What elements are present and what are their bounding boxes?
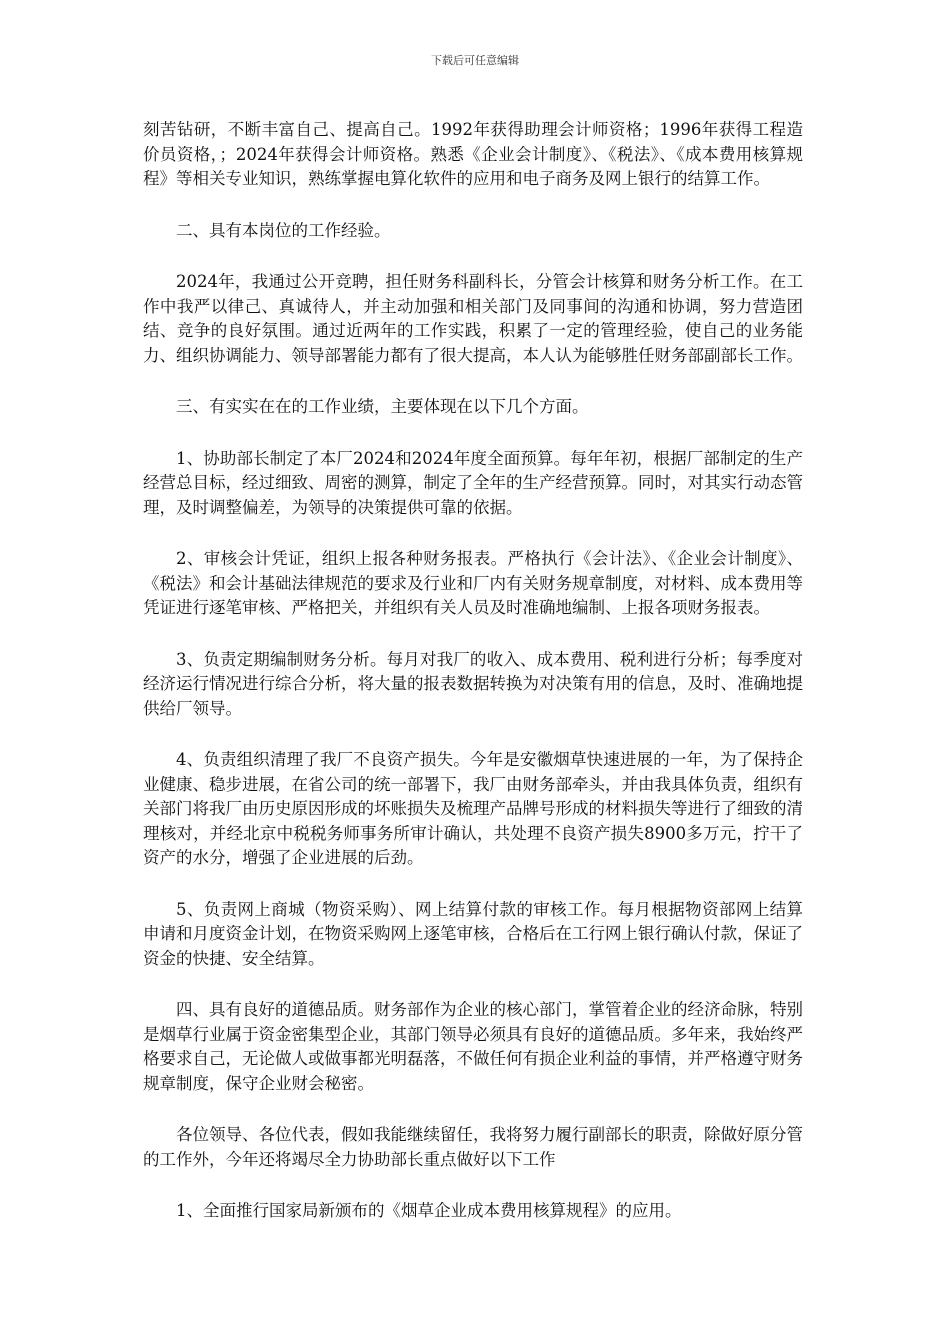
paragraph-work-experience: 2024年，我通过公开竞聘，担任财务科副科长，分管会计核算和财务分析工作。在工作中我严以律己、真诚待人，并主动加强和相关部门及同事间的沟通和协调，努力营造团结、竞争的良好氛围。通过近两年的工作实践，积累了一定的管理经验，使自己的业务能力、组织协调能力、领导部署能力都有了很大提高，本人认为能够胜任财务部副部长工作。 [143,272,803,365]
document-body [143,118,803,1251]
paragraph-item-budget: 1、协助部长制定了本厂2024和2024年度全面预算。每年年初，根据厂部制定的生产经营总目标，经过细致、周密的测算，制定了全年的生产经营预算。同时，对其实行动态管理，及时调整偏差，为领导的决策提供可靠的依据。 [143,448,803,517]
paragraph-item-bad-assets: 4、负责组织清理了我厂不良资产损失。今年是安徽烟草快速进展的一年，为了保持企业健康、稳步进展，在省公司的统一部署下，我厂由财务部牵头，并由我具体负责，组织有关部门将我厂由历史原因形成的坏账损失及梳理产品牌号形成的材料损失等进行了细致的清理核对，并经北京中税税务师事务所审计确认，共处理不良资产损失8900多万元，拧干了资产的水分，增强了企业进展的后劲。 [143,750,803,867]
paragraph-future-item-one: 1、全面推行国家局新颁布的《烟草企业成本费用核算规程》的应用。 [176,1201,682,1220]
paragraph-future-commitment: 各位领导、各位代表，假如我能继续留任，我将努力履行副部长的职责，除做好原分管的工作外，今年还将竭尽全力协助部长重点做好以下工作 [143,1125,803,1169]
paragraph-item-online-payment: 5、负责网上商城（物资采购）、网上结算付款的审核工作。每月根据物资部网上结算申请和月度资金计划，在物资采购网上逐笔审核，合格后在工行网上银行确认付款，保证了资金的快捷、安全结算。 [143,899,803,968]
paragraph-section-two-heading: 二、具有本岗位的工作经验。 [176,220,391,240]
paragraph-section-four-morality: 四、具有良好的道德品质。财务部作为企业的核心部门，掌管着企业的经济命脉，特别是烟草行业属于资金密集型企业，其部门领导必须具有良好的道德品质。多年来，我始终严格要求自己，无论做人或做事都光明磊落，不做任何有损企业利益的事情，并严格遵守财务规章制度，保守企业财会秘密。 [143,1000,803,1093]
paragraph-section-three-heading: 三、有实实在在的工作业绩，主要体现在以下几个方面。 [176,397,589,416]
paragraph-item-vouchers: 2、审核会计凭证，组织上报各种财务报表。严格执行《会计法》、《企业会计制度》、《税法》和会计基础法律规范的要求及行业和厂内有关财务规章制度，对材料、成本费用等凭证进行逐笔审核、严格把关，并组织有关人员及时准确地编制、上报各项财务报表。 [143,549,803,617]
paragraph-item-analysis: 3、负责定期编制财务分析。每月对我厂的收入、成本费用、税利进行分析；每季度对经济运行情况进行综合分析，将大量的报表数据转换为对决策有用的信息，及时、准确地提供给厂领导。 [143,649,803,718]
paragraph-qualifications-continued: 刻苦钻研，不断丰富自己、提高自己。1992年获得助理会计师资格；1996年获得工程造价员资格，；2024年获得会计师资格。熟悉《企业会计制度》、《税法》、《成本费用核算规程》等相关专业知识，熟练掌握电算化软件的应用和电子商务及网上银行的结算工作。 [143,120,803,188]
page-header: 下载后可任意编辑 [431,54,519,67]
